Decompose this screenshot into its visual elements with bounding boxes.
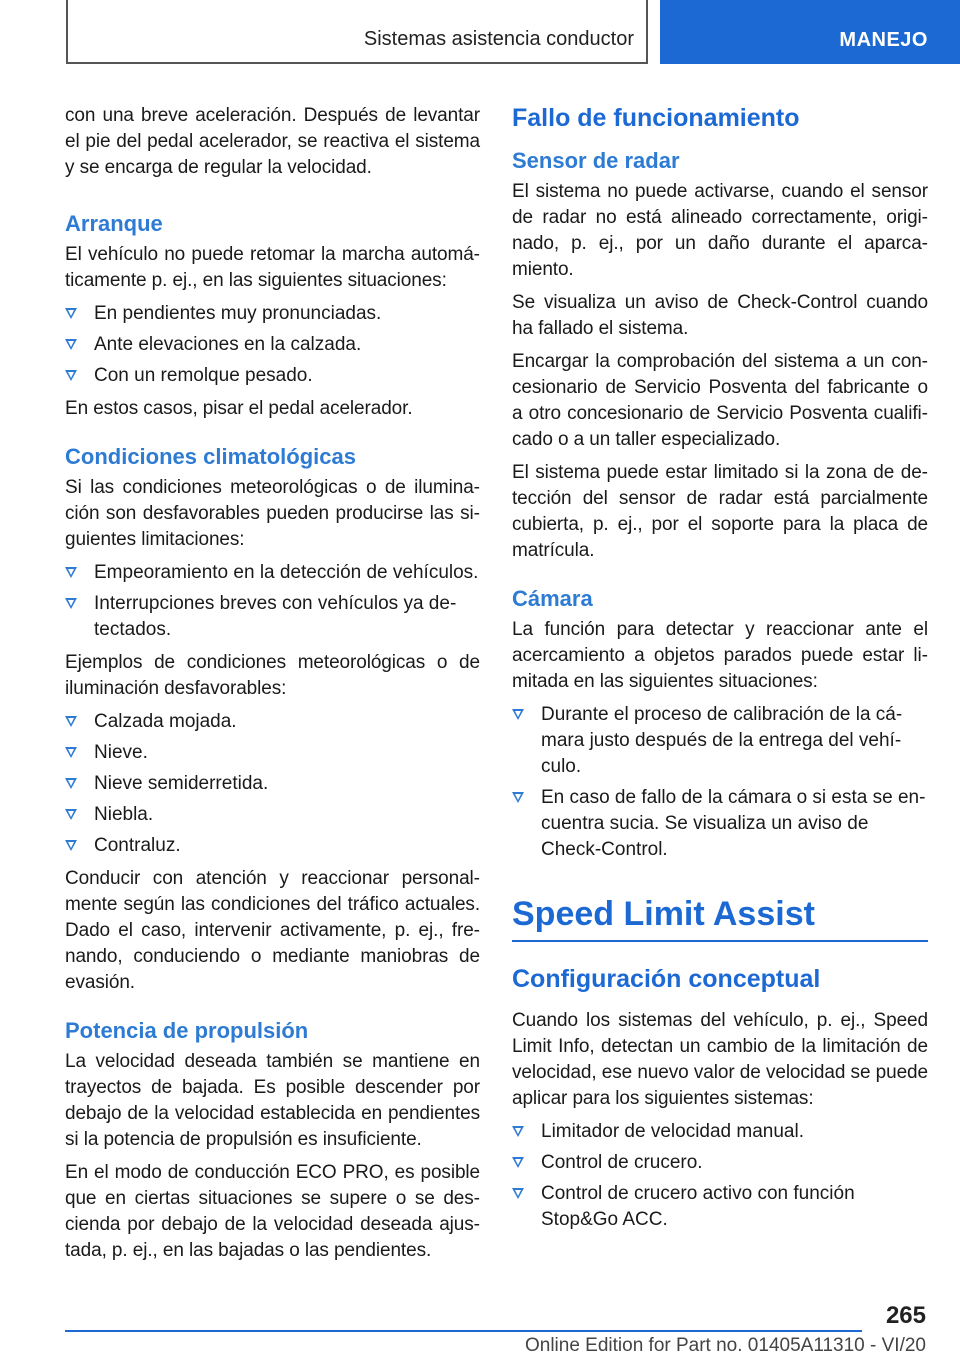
header-chapter-tab bbox=[660, 0, 960, 64]
concept-p1: Cuando los sistemas del vehículo, p. ej., Speed Limit Info, detectan un cambio de la limitación de velocidad, ese nuevo valor de velocidad se puede aplicar para los siguientes sistemas: bbox=[512, 1010, 928, 1109]
list-item: Con un remolque pesado. bbox=[65, 363, 480, 389]
clima-heading: Condiciones climatológicas bbox=[65, 444, 356, 469]
list-item: Limitador de velocidad manual. bbox=[512, 1119, 928, 1145]
arranque-list bbox=[65, 301, 480, 389]
camara-heading: Cámara bbox=[512, 586, 593, 611]
radar-p1: El sistema no puede activarse, cuando el sensor de radar no está alineado correctamente, originado, p. ej., por un daño durante el aparcamiento. bbox=[512, 181, 928, 280]
triangle-bullet-icon bbox=[65, 840, 77, 851]
header-chapter-title: MANEJO bbox=[839, 29, 928, 51]
page-number: 265 bbox=[885, 1302, 926, 1329]
clima-examples: Ejemplos de condiciones meteorológicas o de iluminación desfavorables: bbox=[65, 652, 480, 699]
left-column bbox=[65, 103, 480, 1271]
triangle-bullet-icon bbox=[512, 1126, 524, 1137]
list-item: Interrupciones breves con vehículos ya detectados. bbox=[65, 591, 480, 643]
arranque-after: En estos casos, pisar el pedal acelerador. bbox=[65, 398, 413, 419]
footer-edition: Online Edition for Part no. 01405A11310 - VI/20 bbox=[524, 1335, 926, 1356]
triangle-bullet-icon bbox=[512, 792, 524, 803]
list-item: Nieve semiderretida. bbox=[65, 771, 480, 797]
triangle-bullet-icon bbox=[512, 1157, 524, 1168]
intro-paragraph: con una breve aceleración. Después de levantar el pie del pedal acelerador, se reactiva el sistema y se encarga de regular la velocidad. bbox=[65, 105, 480, 178]
list-item: Control de crucero activo con función Stop&Go ACC. bbox=[512, 1181, 928, 1233]
list-item: Nieve. bbox=[65, 740, 480, 766]
list-item: Calzada mojada. bbox=[65, 709, 480, 735]
footer-divider bbox=[65, 1330, 862, 1332]
radar-p3: Encargar la comprobación del sistema a un concesionario de Servicio Posventa del fabricante o a otro concesionario de Servicio Posventa cualificado o a un taller especializado. bbox=[512, 351, 928, 450]
clima-text: Si las condiciones meteorológicas o de iluminación son desfavorables pueden producirse las siguientes limitaciones: bbox=[65, 477, 480, 550]
arranque-heading: Arranque bbox=[65, 211, 163, 236]
fallo-heading: Fallo de funcionamiento bbox=[512, 104, 800, 132]
clima-examples-list bbox=[65, 709, 480, 859]
radar-p4: El sistema puede estar limitado si la zona de detección del sensor de radar está parcialmente cubierta, p. ej., por el soporte para la placa de matrícula. bbox=[512, 462, 928, 561]
triangle-bullet-icon bbox=[512, 709, 524, 720]
list-item: Niebla. bbox=[65, 802, 480, 828]
list-item: Empeoramiento en la detección de vehículos. bbox=[65, 560, 480, 586]
potencia-p1: La velocidad deseada también se mantiene en trayectos de bajada. Es posible descender por debajo de la velocidad establecida en pendientes si la potencia de propulsión es insuficiente. bbox=[65, 1051, 480, 1150]
triangle-bullet-icon bbox=[65, 747, 77, 758]
triangle-bullet-icon bbox=[65, 567, 77, 578]
radar-p2: Se visualiza un aviso de Check-Control cuando ha fallado el sistema. bbox=[512, 292, 928, 339]
triangle-bullet-icon bbox=[65, 308, 77, 319]
triangle-bullet-icon bbox=[65, 598, 77, 609]
concept-list bbox=[512, 1119, 928, 1233]
arranque-text: El vehículo no puede retomar la marcha automáticamente p. ej., en las siguientes situaciones: bbox=[65, 244, 480, 291]
potencia-p2: En el modo de conducción ECO PRO, es posible que en ciertas situaciones se supere o se descienda por debajo de la velocidad deseada ajustada, p. ej., en las bajadas o las pendientes. bbox=[65, 1162, 480, 1261]
list-item: Ante elevaciones en la calzada. bbox=[65, 332, 480, 358]
camara-p1: La función para detectar y reaccionar ante el acercamiento a objetos parados puede estar limitada en las siguientes situaciones: bbox=[512, 619, 928, 692]
list-item: Durante el proceso de calibración de la cámara justo después de la entrega del vehículo. bbox=[512, 702, 928, 780]
list-item: En pendientes muy pronunciadas. bbox=[65, 301, 480, 327]
triangle-bullet-icon bbox=[65, 716, 77, 727]
list-item: En caso de fallo de la cámara o si esta se encuentra sucia. Se visualiza un aviso de Check-Control. bbox=[512, 785, 928, 863]
triangle-bullet-icon bbox=[512, 1188, 524, 1199]
clima-after: Conducir con atención y reaccionar personalmente según las condiciones del tráfico actuales. Dado el caso, intervenir activamente, p. ej., frenando, conduciendo o mediante maniobras de evasión. bbox=[65, 868, 480, 993]
potencia-heading: Potencia de propulsión bbox=[65, 1018, 309, 1043]
speed-limit-assist-title: Speed Limit Assist bbox=[512, 892, 928, 942]
right-column bbox=[512, 103, 928, 1240]
list-item: Contraluz. bbox=[65, 833, 480, 859]
header-section-title: Sistemas asistencia conductor bbox=[363, 28, 634, 50]
radar-heading: Sensor de radar bbox=[512, 148, 680, 173]
camara-list bbox=[512, 702, 928, 863]
list-item: Control de crucero. bbox=[512, 1150, 928, 1176]
clima-list bbox=[65, 560, 480, 643]
triangle-bullet-icon bbox=[65, 778, 77, 789]
triangle-bullet-icon bbox=[65, 370, 77, 381]
triangle-bullet-icon bbox=[65, 339, 77, 350]
triangle-bullet-icon bbox=[65, 809, 77, 820]
concept-heading: Configuración conceptual bbox=[512, 965, 821, 993]
header-section-box bbox=[66, 0, 648, 64]
